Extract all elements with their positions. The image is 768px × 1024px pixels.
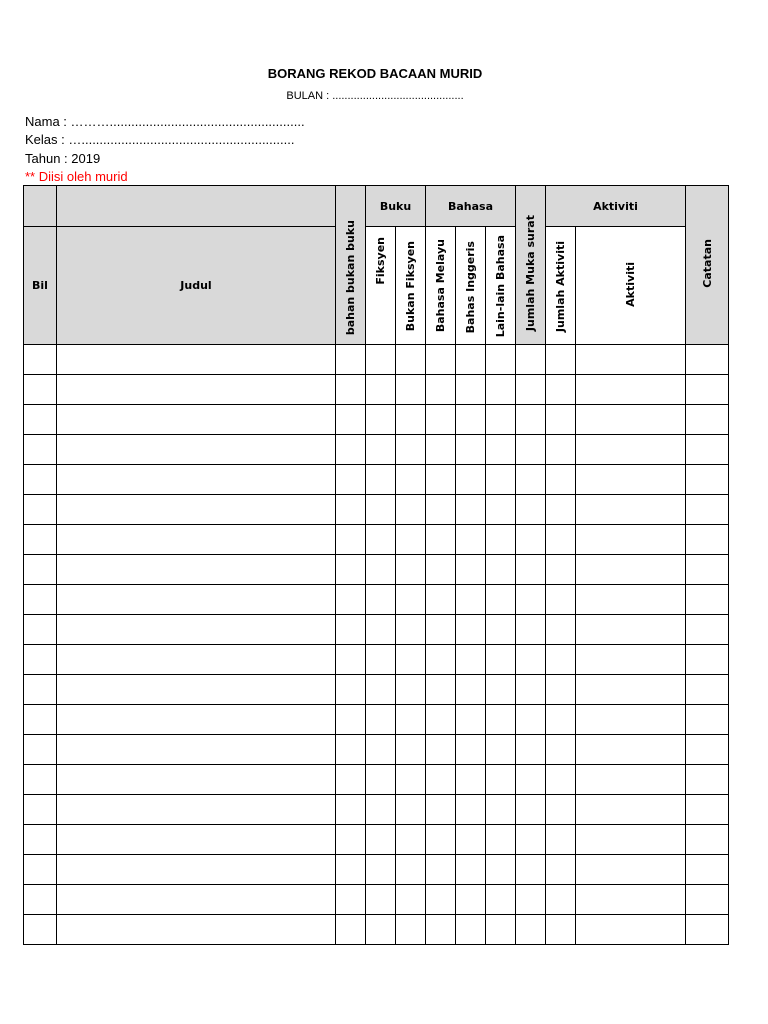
table-cell[interactable] [486,495,516,525]
table-row [24,405,729,435]
table-cell[interactable] [366,405,396,435]
table-cell[interactable] [576,435,686,465]
table-row [24,705,729,735]
table-cell[interactable] [486,915,516,945]
table-cell[interactable] [24,855,57,885]
table-cell[interactable] [576,735,686,765]
table-cell[interactable] [516,885,546,915]
table-row [24,465,729,495]
table-cell[interactable] [366,615,396,645]
class-field[interactable]: Kelas : …........................................................... [25,132,295,147]
table-cell[interactable] [57,585,336,615]
table-cell[interactable] [546,465,576,495]
table-cell[interactable] [686,495,729,525]
table-cell[interactable] [366,435,396,465]
table-cell[interactable] [576,495,686,525]
table-cell[interactable] [336,915,366,945]
table-cell[interactable] [456,765,486,795]
table-cell[interactable] [366,765,396,795]
table-cell[interactable] [426,435,456,465]
table-cell[interactable] [57,615,336,645]
table-cell[interactable] [576,795,686,825]
table-cell[interactable] [686,375,729,405]
table-cell[interactable] [456,855,486,885]
table-cell[interactable] [57,435,336,465]
table-cell[interactable] [24,675,57,705]
table-cell[interactable] [57,465,336,495]
table-cell[interactable] [456,915,486,945]
table-cell[interactable] [336,405,366,435]
table-cell[interactable] [516,735,546,765]
table-cell[interactable] [336,825,366,855]
table-cell[interactable] [57,705,336,735]
table-cell[interactable] [686,615,729,645]
table-cell[interactable] [336,645,366,675]
bukan-fiksyen-header [396,227,426,345]
table-cell[interactable] [396,675,426,705]
table-cell[interactable] [686,795,729,825]
table-cell[interactable] [366,375,396,405]
table-cell[interactable] [486,615,516,645]
jumlah-muka-surat-label: Jumlah Muka surat [524,214,537,331]
table-cell[interactable] [396,555,426,585]
table-cell[interactable] [456,585,486,615]
table-cell[interactable] [426,465,456,495]
table-cell[interactable] [486,675,516,705]
table-cell[interactable] [57,405,336,435]
table-cell[interactable] [686,645,729,675]
table-cell[interactable] [516,645,546,675]
table-cell[interactable] [426,735,456,765]
lain-lain-bahasa-label: Lain-lain Bahasa [494,235,507,338]
table-cell[interactable] [336,675,366,705]
table-cell[interactable] [366,345,396,375]
table-cell[interactable] [366,675,396,705]
table-cell[interactable] [546,855,576,885]
table-cell[interactable] [396,705,426,735]
table-cell[interactable] [24,525,57,555]
table-cell[interactable] [426,795,456,825]
table-cell[interactable] [336,735,366,765]
table-cell[interactable] [686,765,729,795]
table-cell[interactable] [576,555,686,585]
table-cell[interactable] [426,645,456,675]
table-cell[interactable] [426,765,456,795]
table-cell[interactable] [576,855,686,885]
name-field[interactable]: Nama : ………...................................................... [25,114,305,129]
table-cell[interactable] [516,435,546,465]
table-cell[interactable] [576,645,686,675]
table-cell[interactable] [576,825,686,855]
table-row [24,795,729,825]
table-cell[interactable] [516,795,546,825]
table-cell[interactable] [486,525,516,555]
aktiviti-label: Aktiviti [624,261,637,307]
table-row [24,555,729,585]
table-cell[interactable] [366,525,396,555]
table-cell[interactable] [366,855,396,885]
table-cell[interactable] [396,465,426,495]
table-cell[interactable] [57,855,336,885]
judul-header-top [57,186,336,227]
aktiviti-group-header: Aktiviti [546,186,686,227]
table-cell[interactable] [576,345,686,375]
table-row [24,915,729,945]
table-cell[interactable] [426,555,456,585]
table-cell[interactable] [686,405,729,435]
table-cell[interactable] [426,915,456,945]
table-cell[interactable] [24,375,57,405]
table-cell[interactable] [546,885,576,915]
table-cell[interactable] [456,705,486,735]
table-cell[interactable] [366,465,396,495]
table-cell[interactable] [576,585,686,615]
table-cell[interactable] [24,795,57,825]
table-row [24,675,729,705]
table-cell[interactable] [426,345,456,375]
fiksyen-label: Fiksyen [374,237,387,285]
table-cell[interactable] [486,645,516,675]
table-cell[interactable] [366,555,396,585]
table-cell[interactable] [24,885,57,915]
table-cell[interactable] [396,375,426,405]
table-cell[interactable] [576,405,686,435]
table-cell[interactable] [546,825,576,855]
table-cell[interactable] [24,465,57,495]
table-cell[interactable] [686,735,729,765]
table-body [24,345,729,945]
table-cell[interactable] [546,405,576,435]
table-cell[interactable] [396,795,426,825]
bahasa-inggeris-header [456,227,486,345]
table-cell[interactable] [24,405,57,435]
table-row [24,735,729,765]
table-cell[interactable] [456,645,486,675]
table-cell[interactable] [426,615,456,645]
table-cell[interactable] [426,525,456,555]
table-cell[interactable] [396,345,426,375]
table-cell[interactable] [24,555,57,585]
table-cell[interactable] [456,675,486,705]
buku-group-header: Buku [366,186,426,227]
table-cell[interactable] [546,705,576,735]
table-cell[interactable] [57,525,336,555]
table-cell[interactable] [516,765,546,795]
table-cell[interactable] [516,705,546,735]
table-cell[interactable] [486,405,516,435]
jumlah-aktiviti-header [546,227,576,345]
table-cell[interactable] [546,345,576,375]
table-cell[interactable] [57,675,336,705]
table-cell[interactable] [516,915,546,945]
table-cell[interactable] [426,885,456,915]
table-cell[interactable] [456,825,486,855]
table-cell[interactable] [336,375,366,405]
table-cell[interactable] [396,525,426,555]
table-row [24,585,729,615]
table-cell[interactable] [516,375,546,405]
table-cell[interactable] [486,765,516,795]
bahasa-melayu-header [426,227,456,345]
table-cell[interactable] [516,825,546,855]
table-row [24,825,729,855]
year-field: Tahun : 2019 [25,151,101,166]
table-cell[interactable] [24,735,57,765]
table-cell[interactable] [57,825,336,855]
table-cell[interactable] [366,705,396,735]
table-cell[interactable] [57,795,336,825]
table-cell[interactable] [426,405,456,435]
table-cell[interactable] [546,765,576,795]
table-cell[interactable] [456,795,486,825]
bil-header-top [24,186,57,227]
table-cell[interactable] [546,915,576,945]
table-cell[interactable] [396,405,426,435]
table-cell[interactable] [24,495,57,525]
table-cell[interactable] [57,375,336,405]
table-cell[interactable] [686,525,729,555]
table-cell[interactable] [486,795,516,825]
table-cell[interactable] [336,615,366,645]
table-cell[interactable] [546,585,576,615]
table-cell[interactable] [366,885,396,915]
table-cell[interactable] [24,585,57,615]
table-cell[interactable] [336,705,366,735]
table-cell[interactable] [336,525,366,555]
bahasa-group-header: Bahasa [426,186,516,227]
table-cell[interactable] [576,675,686,705]
table-cell[interactable] [516,615,546,645]
table-cell[interactable] [57,345,336,375]
table-cell[interactable] [686,465,729,495]
reading-record-table [23,185,729,945]
table-row [24,525,729,555]
table-cell[interactable] [546,735,576,765]
table-cell[interactable] [686,855,729,885]
table-cell[interactable] [486,855,516,885]
table-cell[interactable] [336,885,366,915]
table-row [24,615,729,645]
table-cell[interactable] [516,555,546,585]
table-cell[interactable] [456,435,486,465]
table-cell[interactable] [396,615,426,645]
table-cell[interactable] [546,615,576,645]
lain-lain-bahasa-header [486,227,516,345]
table-cell[interactable] [516,585,546,615]
table-cell[interactable] [426,375,456,405]
table-cell[interactable] [686,915,729,945]
judul-header: Judul [57,227,336,345]
table-cell[interactable] [486,825,516,855]
table-row [24,375,729,405]
table-cell[interactable] [686,825,729,855]
table-cell[interactable] [456,465,486,495]
table-cell[interactable] [456,885,486,915]
table-cell[interactable] [57,555,336,585]
table-cell[interactable] [24,915,57,945]
fiksyen-header [366,227,396,345]
table-row [24,495,729,525]
table-cell[interactable] [426,495,456,525]
table-cell[interactable] [24,645,57,675]
bahan-bukan-buku-header [336,186,366,345]
table-cell[interactable] [366,915,396,945]
table-cell[interactable] [576,915,686,945]
table-cell[interactable] [366,825,396,855]
table-cell[interactable] [366,735,396,765]
catatan-header [686,186,729,345]
table-cell[interactable] [396,885,426,915]
table-row [24,435,729,465]
table-cell[interactable] [486,345,516,375]
table-cell[interactable] [576,885,686,915]
table-cell[interactable] [686,435,729,465]
table-cell[interactable] [686,675,729,705]
table-cell[interactable] [576,705,686,735]
table-cell[interactable] [336,465,366,495]
bahan-bukan-buku-label: bahan bukan buku [344,219,357,335]
table-row [24,885,729,915]
table-row [24,345,729,375]
table-cell[interactable] [336,765,366,795]
table-cell[interactable] [546,555,576,585]
table-row [24,765,729,795]
table-cell[interactable] [366,645,396,675]
table-cell[interactable] [336,585,366,615]
table-cell[interactable] [546,675,576,705]
table-cell[interactable] [516,405,546,435]
table-cell[interactable] [57,495,336,525]
table-cell[interactable] [576,465,686,495]
table-cell[interactable] [576,615,686,645]
table-cell[interactable] [456,615,486,645]
table-cell[interactable] [486,585,516,615]
table-cell[interactable] [516,855,546,885]
table-cell[interactable] [686,345,729,375]
table-cell[interactable] [396,765,426,795]
fill-note: ** Diisi oleh murid [25,169,128,184]
table-cell[interactable] [456,495,486,525]
table-cell[interactable] [546,795,576,825]
table-cell[interactable] [366,495,396,525]
table-cell[interactable] [516,675,546,705]
table-cell[interactable] [24,705,57,735]
table-cell[interactable] [57,885,336,915]
table-cell[interactable] [24,825,57,855]
table-cell[interactable] [456,735,486,765]
table-cell[interactable] [57,765,336,795]
table-cell[interactable] [686,585,729,615]
table-cell[interactable] [57,915,336,945]
table-row [24,855,729,885]
table-cell[interactable] [57,735,336,765]
form-title: BORANG REKOD BACAAN MURID [267,66,483,81]
table-cell[interactable] [686,885,729,915]
table-cell[interactable] [456,405,486,435]
table-cell[interactable] [516,495,546,525]
catatan-label: Catatan [700,239,714,288]
aktiviti-header [576,227,686,345]
table-cell[interactable] [336,555,366,585]
jumlah-muka-surat-header [516,186,546,345]
table-cell[interactable] [546,525,576,555]
table-cell[interactable] [546,375,576,405]
table-cell[interactable] [686,555,729,585]
table-cell[interactable] [456,555,486,585]
table-cell[interactable] [576,525,686,555]
table-cell[interactable] [456,345,486,375]
bahasa-inggeris-label: Bahas Inggeris [464,241,477,334]
table-cell[interactable] [396,855,426,885]
table-cell[interactable] [426,705,456,735]
table-cell[interactable] [516,465,546,495]
table-cell[interactable] [396,825,426,855]
jumlah-aktiviti-label: Jumlah Aktiviti [554,241,567,333]
table-cell[interactable] [486,555,516,585]
table-cell[interactable] [336,795,366,825]
table-cell[interactable] [426,585,456,615]
bahasa-melayu-label: Bahasa Melayu [434,239,447,333]
table-cell[interactable] [486,465,516,495]
bil-header: Bil [24,227,57,345]
table-cell[interactable] [486,435,516,465]
table-row [24,645,729,675]
table-cell[interactable] [486,705,516,735]
table-cell[interactable] [366,585,396,615]
table-cell[interactable] [546,645,576,675]
table-cell[interactable] [546,495,576,525]
table-cell[interactable] [24,435,57,465]
table-cell[interactable] [686,705,729,735]
table-cell[interactable] [336,495,366,525]
table-cell[interactable] [396,915,426,945]
table-cell[interactable] [456,525,486,555]
table-cell[interactable] [366,795,396,825]
table-cell[interactable] [516,525,546,555]
table-cell[interactable] [57,645,336,675]
table-cell[interactable] [336,435,366,465]
table-cell[interactable] [486,735,516,765]
table-cell[interactable] [576,765,686,795]
table-cell[interactable] [546,435,576,465]
table-cell[interactable] [516,345,546,375]
table-cell[interactable] [396,495,426,525]
table-cell[interactable] [486,885,516,915]
table-cell[interactable] [396,435,426,465]
table-cell[interactable] [396,585,426,615]
table-cell[interactable] [426,855,456,885]
table-cell[interactable] [24,765,57,795]
table-cell[interactable] [336,345,366,375]
table-cell[interactable] [336,855,366,885]
month-field[interactable]: BULAN : ........................................... [286,90,464,102]
table-cell[interactable] [426,825,456,855]
table-cell[interactable] [486,375,516,405]
table-cell[interactable] [426,675,456,705]
table-cell[interactable] [396,645,426,675]
table-cell[interactable] [456,375,486,405]
table-cell[interactable] [576,375,686,405]
table-cell[interactable] [396,735,426,765]
table-cell[interactable] [24,615,57,645]
table-cell[interactable] [24,345,57,375]
bukan-fiksyen-label: Bukan Fiksyen [404,241,417,332]
